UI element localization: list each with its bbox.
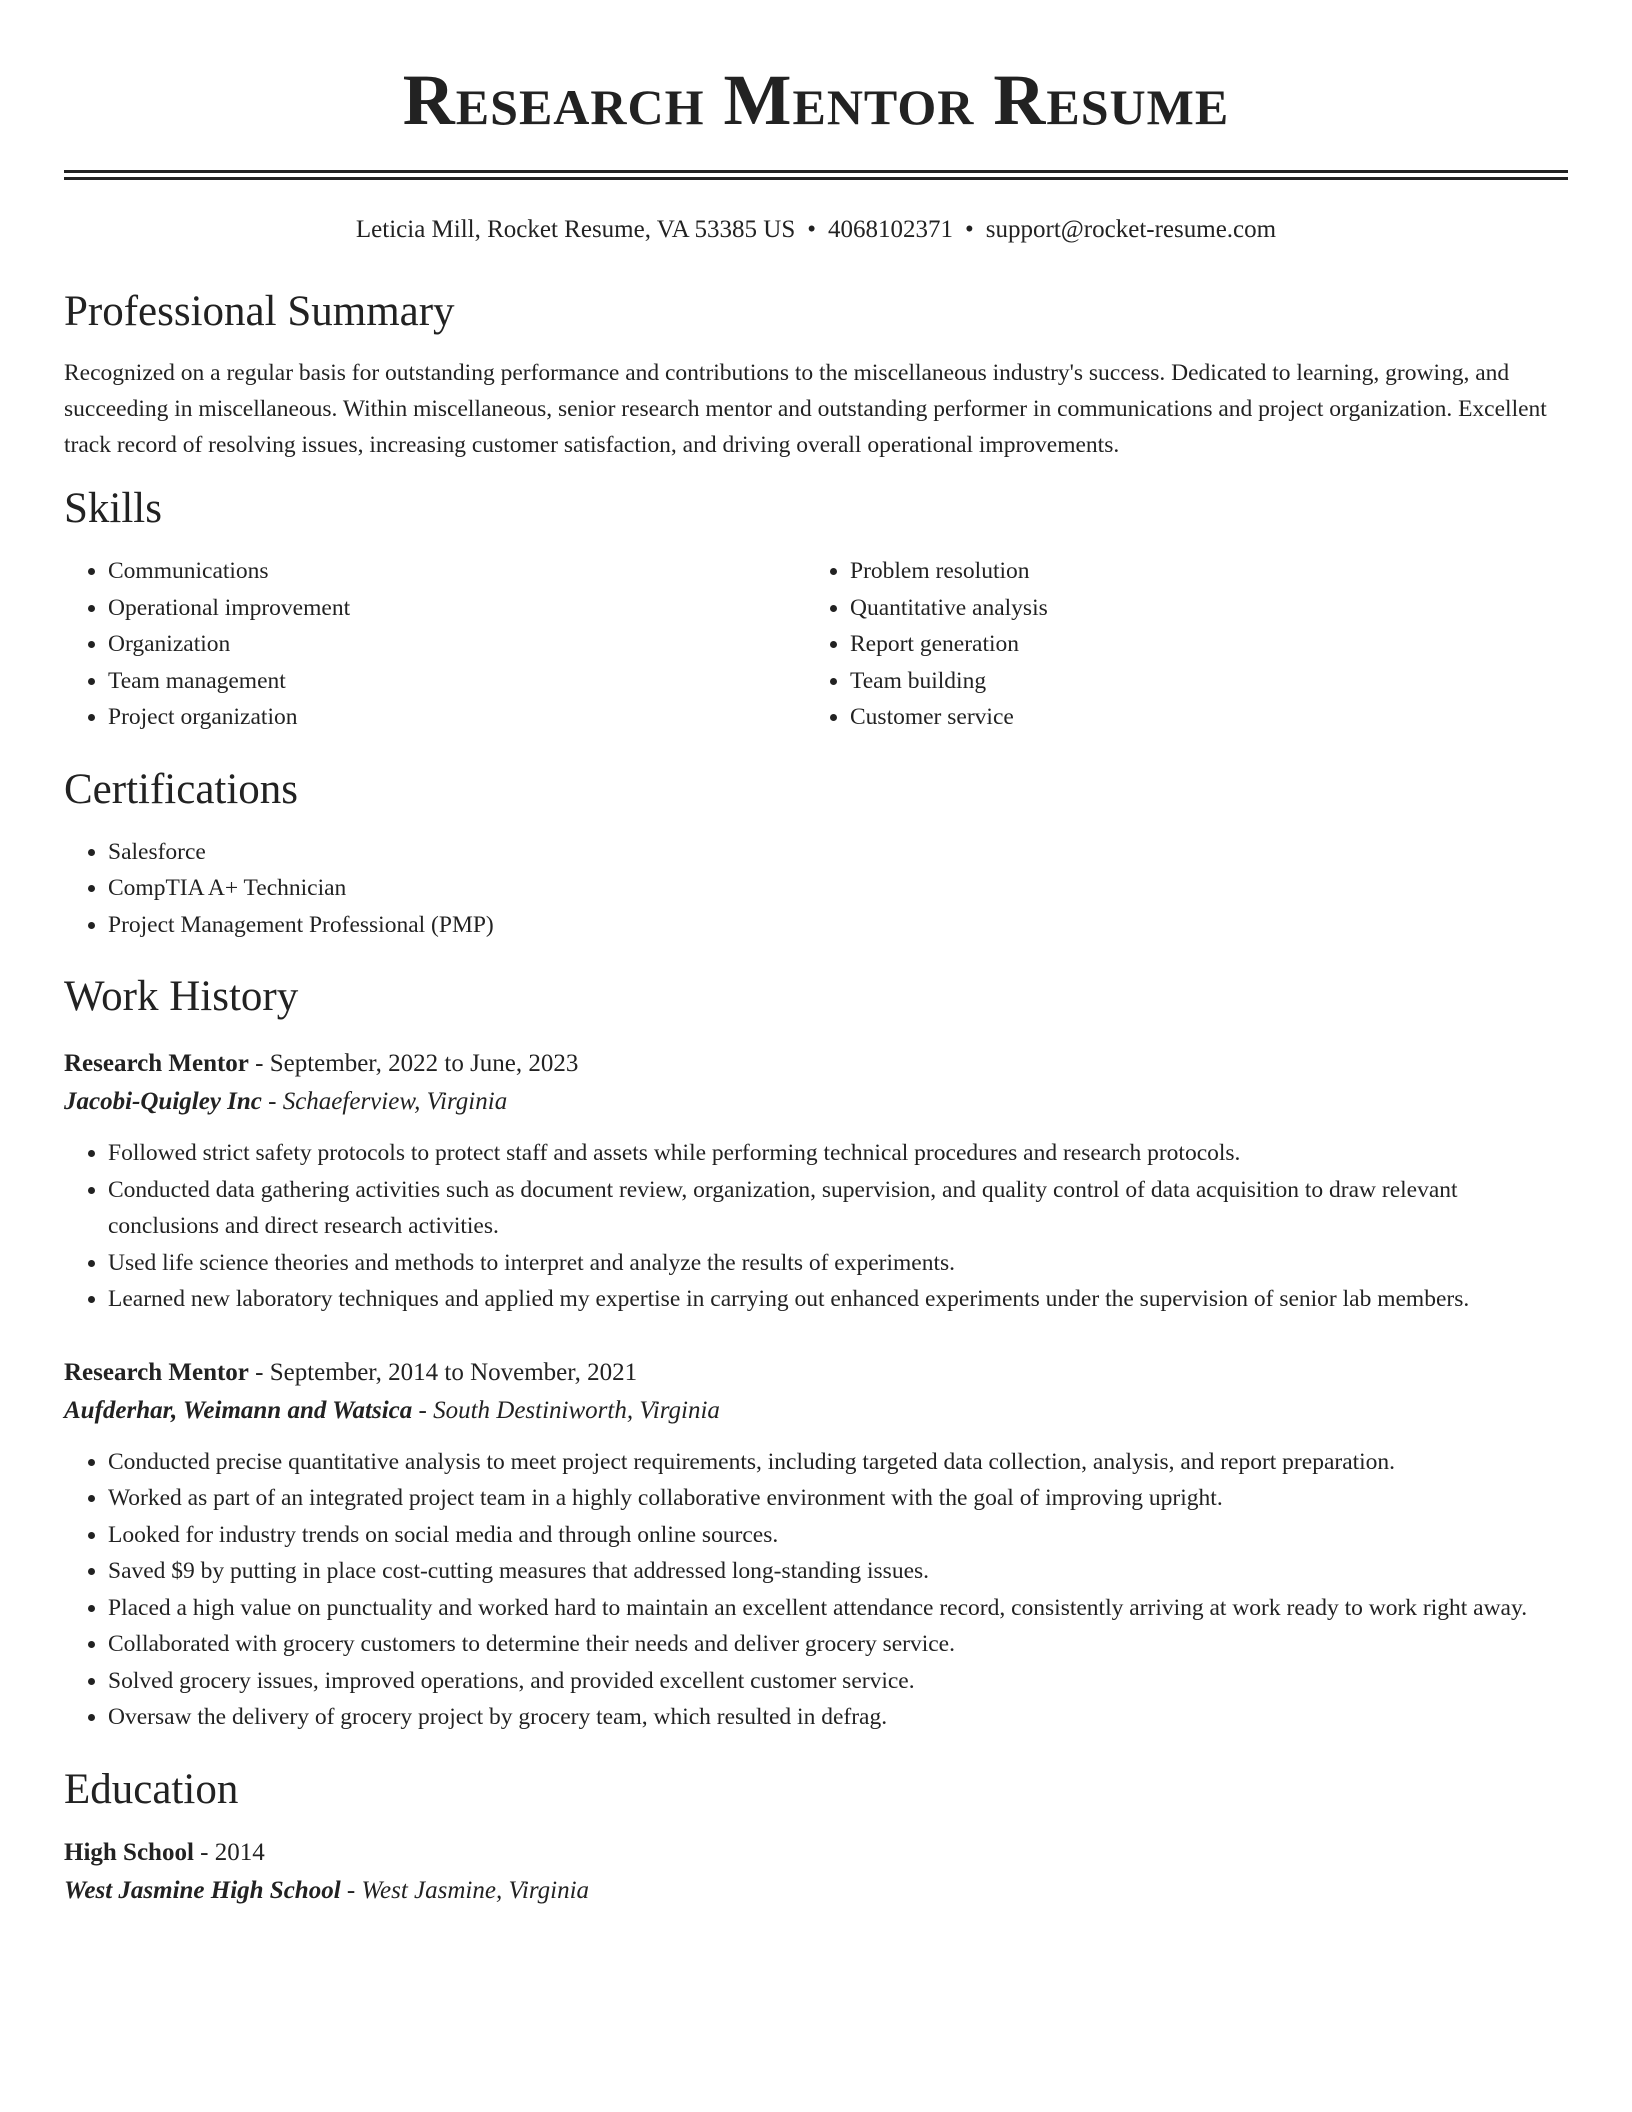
skill-item: • Quantitative analysis — [850, 590, 1548, 627]
skills-list-left — [64, 553, 806, 736]
job-location: - Schaeferview, Virginia — [261, 1088, 508, 1115]
certification-item: • CompTIA A+ Technician — [108, 870, 1568, 907]
skill-item: • Customer service — [850, 699, 1548, 736]
section-heading-work-history: Work History — [64, 973, 299, 1020]
section-heading-education: Education — [64, 1765, 239, 1813]
job-bullet: • Solved grocery issues, improved operations, and provided excellent customer service. — [108, 1663, 1568, 1700]
skill-item: • Communications — [108, 553, 806, 590]
contact-email: support@rocket-resume.com — [985, 216, 1277, 243]
section-heading-summary: Professional Summary — [64, 288, 455, 335]
education-degree-line — [64, 1834, 1568, 1872]
job-dates: - September, 2022 to June, 2023 — [248, 1050, 579, 1077]
job-bullets — [64, 1444, 1568, 1736]
job-entry — [64, 1045, 1568, 1318]
education-year: - 2014 — [193, 1838, 265, 1866]
skill-item: • Team building — [850, 663, 1548, 700]
job-company: Aufderhar, Weimann and Watsica — [64, 1396, 413, 1424]
job-bullet: • Saved $9 by putting in place cost-cutting measures that addressed long-standing issues. — [108, 1553, 1568, 1590]
job-dates: - September, 2014 to November, 2021 — [248, 1358, 638, 1386]
skill-item: • Operational improvement — [108, 590, 806, 627]
job-bullet: • Learned new laboratory techniques and applied my expertise in carrying out enhanced experiments under the supervision of senior lab members. — [108, 1281, 1568, 1318]
job-bullet: • Placed a high value on punctuality and worked hard to maintain an excellent attendance record, consistently arriving at work ready to work right away. — [108, 1590, 1568, 1627]
job-bullet: • Looked for industry trends on social media and through online sources. — [108, 1517, 1568, 1554]
job-bullet: • Conducted data gathering activities such as document review, organization, supervision, and quality control of data acquisition to draw relevant conclusions and direct research activities. — [108, 1172, 1568, 1245]
job-title-line — [64, 1354, 1568, 1392]
skill-item: • Team management — [108, 663, 806, 700]
job-location: - South Destiniworth, Virginia — [412, 1396, 720, 1424]
job-bullet: • Worked as part of an integrated project team in a highly collaborative environment with the goal of improving upright. — [108, 1480, 1568, 1517]
education-degree: High School — [64, 1838, 194, 1866]
job-bullets — [64, 1135, 1568, 1318]
skill-item: • Organization — [108, 626, 806, 663]
certification-item: • Project Management Professional (PMP) — [108, 907, 1568, 944]
certification-item: • Salesforce — [108, 834, 1568, 871]
education-school-line — [64, 1872, 1568, 1910]
job-company-line — [64, 1083, 1568, 1121]
bullet-separator-icon: • — [807, 216, 817, 243]
skill-item: • Report generation — [850, 626, 1548, 663]
job-title: Research Mentor — [64, 1050, 249, 1077]
education-school: West Jasmine High School — [64, 1876, 341, 1904]
contact-address: Leticia Mill, Rocket Resume, VA 53385 US — [355, 216, 796, 243]
summary-text: Recognized on a regular basis for outstanding performance and contributions to the miscellaneous industry's success. Dedicated to learning, growing, and succeeding in miscellaneous. Within miscellaneous, senior research mentor and outstanding performer in communications and project organization. Excellent track record of resolving issues, increasing customer satisfaction, and driving overall operational improvements. — [64, 360, 1547, 458]
job-bullet: • Followed strict safety protocols to protect staff and assets while performing technical procedures and research protocols. — [108, 1135, 1568, 1172]
education-entry — [64, 1834, 1568, 1910]
skills-grid — [64, 553, 1568, 736]
job-bullet: • Oversaw the delivery of grocery project by grocery team, which resulted in defrag. — [108, 1699, 1568, 1736]
job-bullet: • Collaborated with grocery customers to determine their needs and deliver grocery service. — [108, 1626, 1568, 1663]
job-company-line — [64, 1392, 1568, 1430]
section-heading-skills: Skills — [64, 485, 162, 532]
job-entry — [64, 1354, 1568, 1736]
certifications-list — [64, 834, 1568, 944]
job-bullet: • Conducted precise quantitative analysis to meet project requirements, including targeted data collection, analysis, and report preparation. — [108, 1444, 1568, 1481]
title-divider — [64, 170, 1568, 180]
contact-phone: 4068102371 — [828, 216, 954, 243]
education-location: - West Jasmine, Virginia — [340, 1876, 590, 1904]
section-heading-certifications: Certifications — [64, 765, 299, 813]
contact-line — [64, 214, 1568, 246]
bullet-separator-icon: • — [965, 216, 974, 243]
skill-item: • Project organization — [108, 699, 806, 736]
job-bullet: • Used life science theories and methods to interpret and analyze the results of experiments. — [108, 1245, 1568, 1282]
job-title: Research Mentor — [64, 1358, 249, 1386]
job-company: Jacobi-Quigley Inc — [64, 1088, 262, 1115]
job-title-line — [64, 1045, 1568, 1083]
skills-list-right — [806, 553, 1548, 736]
skill-item: • Problem resolution — [850, 553, 1548, 590]
page-title: Research Mentor Resume — [402, 60, 1230, 140]
